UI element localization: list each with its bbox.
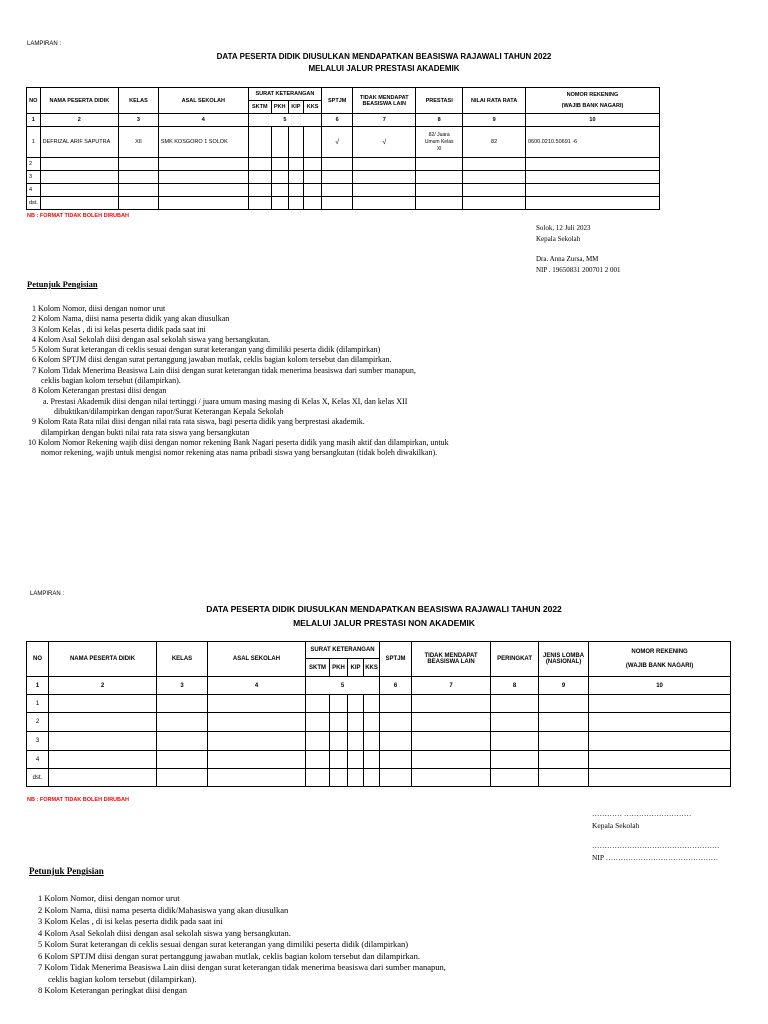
instruction-item: 5 Kolom Surat keterangan di ceklis sesuai dengan surat keterangan yang dimiliki peserta didik (dilampirkan)	[38, 939, 409, 949]
table-row	[27, 695, 731, 713]
instruction-item: 5 Kolom Surat keterangan di ceklis sesuai dengan surat keterangan yang dimiliki peserta didik (dilampirkan)	[32, 345, 381, 355]
row-no: 3	[27, 732, 49, 751]
table-row	[27, 127, 660, 158]
hdr-rekening	[525, 88, 659, 114]
hdr-peringkat: PERINGKAT	[491, 642, 539, 677]
hdr-nilai: NILAI RATA RATA	[463, 88, 526, 114]
hdr-sptjm: SPTJM	[380, 642, 412, 677]
hdr-rek-l2: (WAJIB BANK NAGARI)	[561, 103, 624, 109]
row1-prestasi-l1: 82/ Juara	[428, 131, 450, 138]
hdr-nama: NAMA PESERTA DIDIK	[49, 642, 157, 677]
hdr-kks: KKS	[304, 101, 322, 114]
hdr-surat-keterangan: SURAT KETERANGAN	[248, 88, 321, 101]
instruction-item: 2 Kolom Nama, diisi nama peserta didik/Mahasiswa yang akan diusulkan	[38, 904, 289, 915]
table-row	[27, 171, 660, 184]
num-8: 8	[416, 114, 463, 127]
row-no: 1	[27, 695, 49, 713]
row1-prestasi-l2: Umum Kelas	[424, 138, 454, 145]
num-7: 7	[412, 677, 491, 695]
table-row	[27, 184, 660, 197]
table-row	[27, 713, 731, 732]
hdr-asal-sekolah: ASAL SEKOLAH	[208, 642, 306, 677]
hdr-surat-keterangan: SURAT KETERANGAN	[306, 642, 380, 659]
num-1: 1	[27, 114, 41, 127]
num-4: 4	[158, 114, 248, 127]
hdr-kks: KKS	[364, 659, 380, 677]
instruction-item: 4 Kolom Asal Sekolah diisi dengan asal sekolah siswa yang bersangkutan.	[32, 334, 270, 344]
row1-no: 1	[27, 127, 41, 158]
instruction-item: dilampirkan dengan bukti nilai rata rata siswa yang bersangkutan	[41, 427, 250, 437]
table-row	[27, 197, 660, 210]
sig-position: Kepala Sekolah	[592, 821, 640, 830]
hdr-no: NO	[27, 88, 41, 114]
sig-nip: NIP . 19650831 200701 2 001	[536, 265, 621, 274]
sig-name: Dra. Anna Zursa, MM	[536, 255, 599, 263]
petunjuk-title-2: Petunjuk Pengisian	[29, 866, 104, 876]
num-10: 10	[589, 677, 731, 695]
sig-position: Kepala Sekolah	[536, 234, 581, 243]
row-no: 3	[27, 171, 41, 184]
num-5: 5	[248, 114, 321, 127]
row1-rekening: 0600.0210.50691 -6	[525, 127, 659, 158]
instruction-item: 6 Kolom SPTJM diisi dengan surat pertanggung jawaban mutlak, ceklis bagian kolom tersebut dan dilampirkan.	[38, 950, 420, 961]
row-no: dst.	[27, 197, 41, 210]
signature-block-1	[536, 223, 621, 275]
instructions-1	[28, 304, 449, 458]
sig-dots-2: ……………………………………………	[592, 841, 720, 850]
num-6: 6	[322, 114, 353, 127]
hdr-sptjm: SPTJM	[322, 88, 353, 114]
title-1-line1: DATA PESERTA DIDIK DIUSULKAN MENDAPATKAN BEASISWA RAJAWALI TAHUN 2022	[216, 52, 552, 61]
hdr-rek-l2: (WAJIB BANK NAGARI)	[625, 663, 694, 669]
row1-nilai: 82	[463, 127, 526, 158]
petunjuk-title-1: Petunjuk Pengisian	[27, 279, 98, 289]
num-6: 6	[380, 677, 412, 695]
num-5: 5	[306, 677, 380, 695]
hdr-kelas: KELAS	[157, 642, 208, 677]
num-2: 2	[40, 114, 118, 127]
instruction-item: 8 Kolom Keterangan peringkat diisi dengan	[38, 985, 187, 995]
hdr-asal-sekolah: ASAL SEKOLAH	[158, 88, 248, 114]
instruction-item: 3 Kolom Kelas , di isi kelas peserta didik pada saat ini	[32, 324, 206, 334]
table-non-akademik	[26, 641, 731, 787]
num-2: 2	[49, 677, 157, 695]
num-7: 7	[353, 114, 416, 127]
instruction-item: nomor rekening, wajib untuk mengisi nomor rekening atas nama pribadi siswa yang bersangkutan (tidak boleh diwakilkan).	[41, 448, 438, 458]
hdr-tidak-mendapat	[412, 642, 491, 677]
instruction-item: a. Prestasi Akademik diisi dengan nilai tertinggi / juara umum masing masing di Kelas X, Kelas XI, dan kelas XII	[43, 396, 408, 406]
hdr-tidak-l1: TIDAK MENDAPAT	[359, 94, 409, 101]
instructions-2	[38, 893, 446, 997]
hdr-rekening	[589, 642, 731, 677]
num-3: 3	[157, 677, 208, 695]
sig-nip: NIP ………………………………………	[592, 853, 719, 862]
lampiran-label-1: LAMPIRAN :	[27, 41, 62, 47]
nb-note-2: NB : FORMAT TIDAK BOLEH DIRUBAH	[27, 797, 129, 803]
instruction-item: 2 Kolom Nama, diisi nama peserta didik yang akan diusulkan	[32, 314, 230, 324]
hdr-pkh: PKH	[330, 659, 348, 677]
hdr-sktm: SKTM	[248, 101, 271, 114]
title-1-line2: MELALUI JALUR PRESTASI AKADEMIK	[308, 64, 460, 73]
hdr-jenis-lomba	[539, 642, 589, 677]
row-no: 2	[27, 713, 49, 732]
hdr-tidak-mendapat	[353, 88, 416, 114]
sig-place-date: Solok, 12 Juli 2023	[536, 224, 591, 232]
row-no: 4	[27, 751, 49, 769]
instruction-item: 6 Kolom SPTJM diisi dengan surat pertanggung jawaban mutlak, ceklis bagian kolom tersebut dan dilampirkan.	[32, 355, 392, 365]
table-row	[27, 732, 731, 751]
num-8: 8	[491, 677, 539, 695]
hdr-kip: KIP	[288, 101, 304, 114]
num-9: 9	[539, 677, 589, 695]
table-row	[27, 769, 731, 787]
instruction-item: ceklis bagian kolom tersebut (dilampirkan).	[48, 973, 197, 984]
signature-block-2	[592, 808, 720, 864]
hdr-kip: KIP	[348, 659, 364, 677]
row1-prestasi	[416, 127, 463, 158]
hdr-pkh: PKH	[271, 101, 288, 114]
hdr-rek-l1: NOMOR REKENING	[566, 92, 619, 98]
instruction-item: 7 Kolom Tidak Menerima Beasiswa Lain diisi dengan surat keterangan tidak menerima beasiswa dari sumber manapun,	[32, 365, 416, 375]
instruction-item: 1 Kolom Nomor, diisi dengan nomor urut	[32, 304, 166, 313]
hdr-kelas: KELAS	[119, 88, 159, 114]
row-no: 4	[27, 184, 41, 197]
instruction-item: 7 Kolom Tidak Menerima Beasiswa Lain diisi dengan surat keterangan tidak menerima beasiswa dari sumber manapun,	[38, 962, 446, 972]
nb-note-1: NB : FORMAT TIDAK BOLEH DIRUBAH	[27, 213, 129, 219]
table-row	[27, 158, 660, 171]
instruction-item: 10 Kolom Nomor Rekening wajib diisi dengan nomor rekening Bank Nagari peserta didik yang masih aktif dan dilampirkan, untuk	[28, 437, 449, 447]
num-1: 1	[27, 677, 49, 695]
hdr-tidak-l1: TIDAK MENDAPAT	[424, 653, 478, 659]
row1-kelas: XII	[119, 127, 159, 158]
num-9: 9	[463, 114, 526, 127]
sig-dots: ………… ………………………	[592, 809, 692, 818]
row1-asal: SMK KOSGORO 1 SOLOK	[158, 127, 248, 158]
hdr-nama: NAMA PESERTA DIDIK	[40, 88, 118, 114]
table-row	[27, 751, 731, 769]
hdr-tidak-l2: BEASISWA LAIN	[362, 100, 406, 107]
instruction-item: 1 Kolom Nomor, diisi dengan nomor urut	[38, 893, 180, 903]
instruction-item: 3 Kolom Kelas , di isi kelas peserta didik pada saat ini	[38, 916, 223, 926]
instruction-item: 8 Kolom Keterangan prestasi diisi dengan	[32, 386, 167, 396]
instruction-item: 4 Kolom Asal Sekolah diisi dengan asal sekolah siswa yang bersangkutan.	[38, 927, 291, 938]
instruction-item: 9 Kolom Rata Rata nilai diisi dengan nilai rata rata siswa, bagi peserta didik yang berprestasi akademik.	[32, 417, 365, 427]
hdr-rek-l1: NOMOR REKENING	[631, 649, 688, 655]
num-4: 4	[208, 677, 306, 695]
num-3: 3	[119, 114, 159, 127]
hdr-sktm: SKTM	[306, 659, 330, 677]
row1-nama: DEFRIZAL ARIF SAPUTRA	[40, 127, 118, 158]
row1-sptjm-check: √	[322, 127, 353, 158]
row-no: dst.	[27, 769, 49, 787]
row-no: 2	[27, 158, 41, 171]
lampiran-label-2: LAMPIRAN :	[30, 591, 65, 597]
hdr-jenis-l1: JENIS LOMBA	[543, 653, 585, 659]
row1-tidak-check: √	[353, 127, 416, 158]
table-akademik	[26, 87, 660, 210]
num-10: 10	[525, 114, 659, 127]
instruction-item: dibuktikan/dilampirkan dengan rapor/Surat Keterangan Kepala Sekolah	[54, 406, 284, 416]
instruction-item: ceklis bagian kolom tersebut (dilampirkan).	[41, 376, 181, 386]
row1-prestasi-l3: XI	[436, 145, 442, 152]
title-2-line2: MELALUI JALUR PRESTASI NON AKADEMIK	[293, 618, 475, 628]
hdr-prestasi: PRESTASI	[416, 88, 463, 114]
hdr-jenis-l2: (NASIONAL)	[545, 659, 582, 665]
hdr-tidak-l2: BEASISWA LAIN	[427, 659, 475, 665]
hdr-no: NO	[27, 642, 49, 677]
title-2-line1: DATA PESERTA DIDIK DIUSULKAN MENDAPATKAN BEASISWA RAJAWALI TAHUN 2022	[206, 604, 562, 614]
